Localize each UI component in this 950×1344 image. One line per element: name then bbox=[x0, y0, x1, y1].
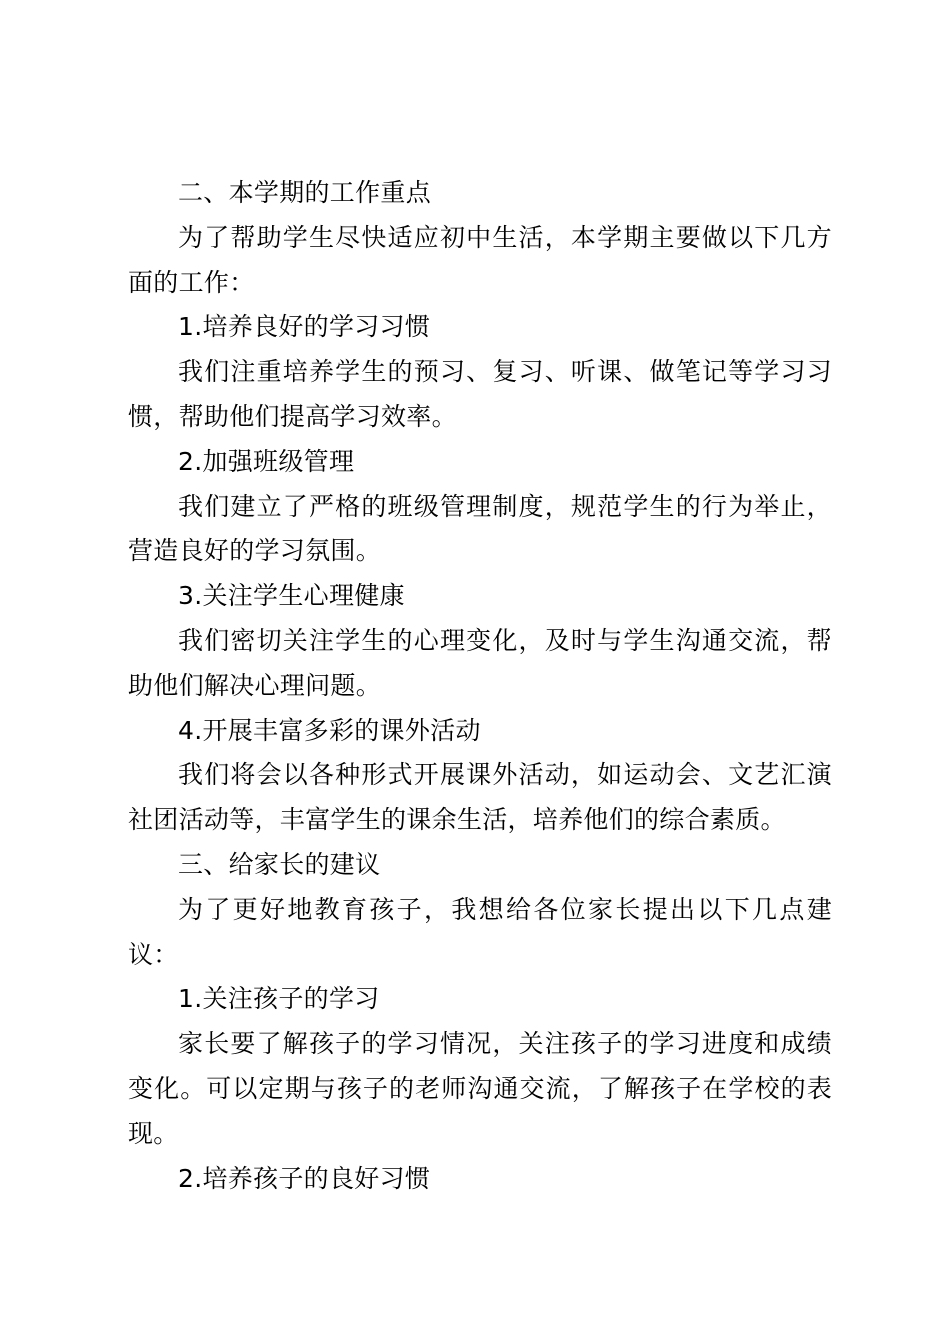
item-heading-child-study: 1.关注孩子的学习 bbox=[178, 984, 380, 1014]
paragraph-work-intro: 为了帮助学生尽快适应初中生活，本学期主要做以下几方面的工作： bbox=[128, 222, 832, 297]
item-heading-study-habits: 1.培养良好的学习习惯 bbox=[178, 312, 431, 342]
section-heading-work-focus: 二、本学期的工作重点 bbox=[178, 178, 432, 207]
item-heading-class-management: 2.加强班级管理 bbox=[178, 446, 355, 476]
paragraph-study-habits: 我们注重培养学生的预习、复习、听课、做笔记等学习习惯，帮助他们提高学习效率。 bbox=[128, 357, 832, 431]
document-body bbox=[128, 171, 832, 1201]
paragraph-activities: 我们将会以各种形式开展课外活动，如运动会、文艺汇演社团活动等，丰富学生的课余生活，培养他们的综合素质。 bbox=[128, 760, 832, 835]
item-heading-child-habits: 2.培养孩子的良好习惯 bbox=[178, 1163, 431, 1193]
item-heading-activities: 4.开展丰富多彩的课外活动 bbox=[178, 715, 481, 745]
paragraph-advice-intro: 为了更好地教育孩子，我想给各位家长提出以下几点建议： bbox=[128, 894, 832, 969]
paragraph-mental-health: 我们密切关注学生的心理变化，及时与学生沟通交流，帮助他们解决心理问题。 bbox=[128, 625, 832, 700]
paragraph-class-management: 我们建立了严格的班级管理制度，规范学生的行为举止，营造良好的学习氛围。 bbox=[128, 491, 832, 566]
item-heading-mental-health: 3.关注学生心理健康 bbox=[178, 581, 405, 611]
paragraph-child-study: 家长要了解孩子的学习情况，关注孩子的学习进度和成绩变化。可以定期与孩子的老师沟通交流，了解孩子在学校的表现。 bbox=[128, 1029, 832, 1148]
section-heading-parent-advice: 三、给家长的建议 bbox=[178, 849, 381, 879]
